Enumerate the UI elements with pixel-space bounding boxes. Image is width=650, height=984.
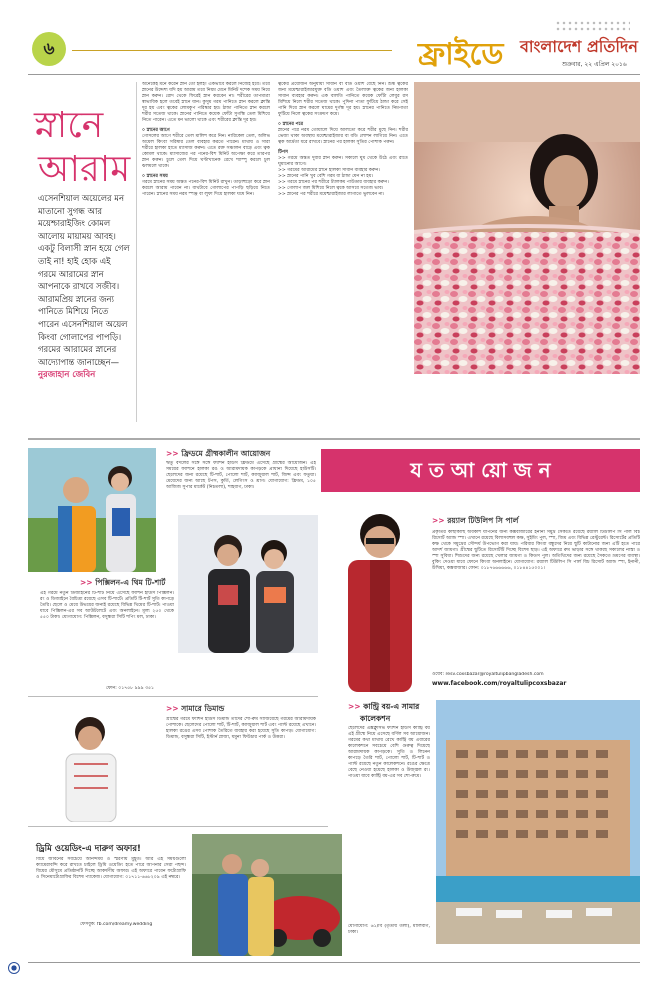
- spa-col1-heading-1: ০ স্নানের আগে: [142, 128, 170, 133]
- spa-title-line2: আরাম: [38, 149, 131, 190]
- spa-col1-heading-2: ০ স্নানের সময়: [142, 174, 168, 179]
- country-boy-title-text: কান্ট্রি বয়-এ সামার: [363, 702, 420, 711]
- section-divider: [28, 438, 640, 440]
- pixilon-body: এই গরমে নতুন ডিজাইনের টি-শার্ট নিয়ে এসেছে ফ্যাশন হাউস পিক্সিলন। রং ও ডিজাইনে বৈচিত্র্য রয়েছে এসব টি-শার্টে। প্রতিটি টি-শার্ট সুতি কাপড়ে তৈরি। ছেলে ও মেয়ে উভয়ের জন্যই রয়েছে বিভিন্ন থিমের টি-শার্ট। পাওয়া যাবে পিক্সিলন-এর সব আউটলেটে এবং অনলাইনে। মূল্য ২৫০ থেকে ৫৫০ টাকা। যোগাযোগ: পিক্সিলন, বসুন্ধরা সিটি শপিং মল, ঢাকা।: [40, 591, 174, 620]
- freedom-couple-photo: [28, 448, 156, 572]
- resort-illustration: [436, 700, 640, 944]
- spa-col1: [142, 82, 270, 422]
- demand-title-text: সামারে ডিমান্ড: [181, 704, 225, 713]
- wedding-couple-photo: [192, 834, 342, 956]
- resort-photo: [436, 700, 640, 944]
- pixilon-phone: ফোন: ০১৭৫৮ ৯৯৯ ৩৫১: [106, 686, 155, 691]
- freedom-couple-illustration: [28, 448, 156, 572]
- royal-tulip-body: প্রকৃতির কাছাকাছি অবকাশ যাপনের জন্য কক্সবাজারের ইনানী সমুদ্র সৈকতে রয়েছে রয়্যাল টিউলিপ সি পার্ল বিচ রিসোর্ট অ্যান্ড স্পা। এখানে রয়েছে বিলাসবহুল কক্ষ, সুইমিং পুল, স্পা, জিম এবং বিভিন্ন রেস্টুরেন্ট। রিসোর্টের প্রতিটি কক্ষ থেকে সমুদ্রের সৌন্দর্য উপভোগ করা যায়। পরিবার কিংবা বন্ধুদের নিয়ে ছুটি কাটানোর জন্য এটি হতে পারে আদর্শ জায়গা। গ্রীষ্মের ছুটিতে রিসোর্টটি দিচ্ছে বিশেষ ছাড়। এই অফারে রুম ভাড়ার সঙ্গে থাকছে সকালের নাস্তা ও স্পা সুবিধা। শিশুদের জন্য রয়েছে খেলার জায়গা ও কিডস পুল। অতিথিদের জন্য রয়েছে সৈকতে ভ্রমণের ব্যবস্থা। বুকিং দেওয়া যাবে ফোনে কিংবা অনলাইনে। যোগাযোগ: রয়্যাল টিউলিপ সি পার্ল বিচ রিসোর্ট অ্যান্ড স্পা, ইনানী, উখিয়া, কক্সবাজার। ফোন: ০১৮৭৬৬৬৬৬৬, ০১৮৪৪১৫০০১।: [432, 530, 640, 571]
- pixilon-couple-illustration: [178, 515, 318, 653]
- royal-tulip-title: [432, 516, 518, 528]
- page-number: ৬: [43, 39, 55, 59]
- section-name: ফ্রাইডে: [418, 37, 504, 72]
- spa-intro: [38, 192, 130, 422]
- page-bottom-rule: [28, 962, 640, 963]
- spa-col1-body-2: গোসলের আগে শরীরে তেল মালিশ করে নিন। নারিকেল তেল, অলিভ অয়েল কিংবা সরিষার তেল ব্যবহার করতে পারেন। মাথায় ও সারা শরীরে হালকা হাতে ম্যাসাজ করুন। এতে রক্ত সঞ্চালন বাড়ে এবং ত্বক কোমল থাকে। ম্যাসাজের পর পনের-বিশ মিনিট অপেক্ষা করে তারপর স্নান করুন। চুলে তেল দিয়ে ঘণ্টাখানেক রেখে শ্যাম্পু করলে চুল ঝলমলে থাকে।: [142, 134, 270, 169]
- spa-col2-heading-1: ০ স্নানের পরে: [278, 122, 304, 127]
- paper-name: বাংলাদেশ প্রতিদিন: [520, 37, 638, 56]
- wedding-couple-illustration: [192, 834, 342, 956]
- pixilon-title-text: পিক্সিলন-এ থিম টি-শার্ট: [95, 578, 166, 587]
- spa-intro-text: এসেনশিয়াল অয়েলের মন মাতানো সুগন্ধ আর ময়েশ্চারাইজিং কোমল আলোয় মায়াময় আবহ। একটু বিলাসী স্নান হয়ে গেল তাই না! হাই হোক এই গরমে আরামের স্নান আপনাকে রাখবে সজীব। আরামপ্রিয় স্নানের জন্য পানিতে মিশিয়ে নিতে পারেন এসেনশিয়াল অয়েল কিংবা গোলাপের পাপড়ি। গরমের আরামের স্নানের আদ্যোপান্ত জানাচ্ছেন—: [38, 193, 130, 367]
- dreamy-title: ড্রিমি ওয়েডিং-এ দারুণ অফার!: [36, 844, 141, 854]
- country-boy-model-photo: [326, 500, 432, 692]
- country-boy-model-illustration: [326, 500, 432, 692]
- royal-tulip-email: ওয়েব: resv.coxsbazar@royaltulipbangladesh.com: [432, 672, 544, 677]
- demand-title: [166, 704, 224, 716]
- events-banner-text: য ত আ য়ো জ ন: [410, 458, 551, 482]
- spa-col2-heading-2: টিপস: [278, 150, 288, 155]
- fashion-lower-rule: [28, 826, 328, 827]
- spa-col2: [278, 82, 408, 422]
- spa-title-line1: স্নানে: [34, 105, 104, 146]
- demand-model-illustration: [28, 702, 158, 822]
- country-boy-title: [348, 702, 432, 726]
- pixilon-title-arrow: >>: [80, 578, 96, 587]
- spa-col2-body: ত্বকের প্রয়োজন অনুযায়ী সাবান বা বডি ওয়াশ বেছে নিন। শুষ্ক ত্বকের জন্য ময়েশ্চারাইজারযুক্ত বডি ওয়াশ এবং তৈলাক্ত ত্বকের জন্য হালকা সাবান ব্যবহার করুন। এক বালতি পানিতে কয়েক ফোঁটা লেবুর রস মিশিয়ে নিলে শরীর সতেজ থাকে। পুদিনা পাতা ফুটিয়ে ঠান্ডা করে সেই পানি দিয়ে স্নান করলে ঘামের দুর্গন্ধ দূর হয়। স্নানের পানিতে নিমপাতা ফুটিয়ে নিলে ত্বকের সংক্রমণ কমে।: [278, 82, 408, 117]
- fashion-mid-rule: [28, 696, 318, 697]
- spa-col1-body: অনেকেই মনে করেন স্নান তো হলই! একভাবে করলে নিজেই হবে। তবে স্নানের উদ্দেশ্য যদি হয় আরাম তবে নিয়ম মেনে মিনিট দশেক সময় নিয়ে স্নান করুন। রোদ থেকে ফিরেই স্নান করবেন না। শরীরের তাপমাত্রা স্বাভাবিক হলে তবেই স্নানে যান। কুসুম গরম পানিতে স্নান করলে ক্লান্তি দূর হয় এবং ত্বকের লোমকূপ পরিষ্কার হয়। ঠান্ডা পানিতে স্নান করলে শরীর সতেজ থাকে। স্নানের পানিতে কয়েক ফোঁটা সুগন্ধি তেল মিশিয়ে নিতে পারেন। এতে মন ভালো থাকে এবং শরীরের ক্লান্তি দূর হয়।: [142, 82, 270, 123]
- country-boy-title-line1: [348, 702, 432, 714]
- spa-bath-photo: [414, 82, 640, 374]
- dreamy-contact[interactable]: ফেসবুক: fb.com/dreamy.wedding: [80, 922, 153, 927]
- royal-tulip-title-arrow: >>: [432, 516, 448, 525]
- country-boy-contact: যোগাযোগ: ৬১/বি (তৃতীয় তলা), মালিবাগ, ঢাকা।: [348, 924, 430, 935]
- royal-tulip-facebook[interactable]: www.facebook.com/royaltulipcoxsbazar: [432, 680, 567, 687]
- header-bottom-rule: [28, 74, 640, 75]
- royal-tulip-title-text: রয়্যাল টিউলিপ সি পার্ল: [447, 516, 519, 525]
- demand-title-arrow: >>: [166, 704, 182, 713]
- country-boy-title-line2: কালেকশন: [360, 714, 391, 723]
- spa-col1-body-3: গরমে স্নানের সময় অন্তত পনের-বিশ মিনিট রাখুন। তাড়াহুড়ো করে স্নান করলে আরাম পাবেন না। বাথটাবে গোলাপের পাপড়ি ছড়িয়ে নিতে পারেন। স্নানের সময় নরম স্পঞ্জ বা লুফা দিয়ে হালকা ঘষে নিন।: [142, 180, 270, 197]
- pixilon-title: [80, 578, 165, 590]
- freedom-title: [166, 449, 270, 461]
- registration-mark: [8, 962, 20, 974]
- demand-body: গ্রীষ্মের গরমে ফ্যাশন হাউস ডিমান্ড তাদের শো-রুম সাজিয়েছে গরমের আরামদায়ক পোশাকে। ছেলেদের পোলো শার্ট, টি-শার্ট, ক্যাজুয়াল শার্ট এবং প্যান্ট রয়েছে এখানে। হালকা রঙের এসব পোশাক তৈরিতে ব্যবহার করা হয়েছে সুতি কাপড়। যোগাযোগ: ডিমান্ড, বসুন্ধরা সিটি, ইস্টার্ন প্লাজা, যমুনা ফিউচার পার্ক ও উত্তরা।: [166, 717, 316, 740]
- dreamy-body: বিয়ে জীবনের সবচেয়ে আনন্দময় ও স্মরণীয় মুহূর্ত। আর এই সময়গুলো ক্যামেরাবন্দি করে রাখতে চাইলে ড্রিমি ওয়েডিং হতে পারে আপনার সেরা পছন্দ। বিয়ের মৌসুমে প্রতিষ্ঠানটি দিচ্ছে আকর্ষণীয় অফার। এই অফারে পাবেন ফটোগ্রাফি ও সিনেমাটোগ্রাফির বিশেষ প্যাকেজ। যোগাযোগ: ০১৭১১-৬৬৮২০৯ এই নম্বরে।: [36, 857, 186, 880]
- freedom-title-arrow: >>: [166, 449, 182, 458]
- spa-bath-illustration: [414, 82, 640, 374]
- header-rule: [72, 50, 392, 51]
- header-dots: [555, 20, 630, 32]
- spa-col2-body-3: >> গরমে অন্তত দুবার স্নান করুন। সকালে ঘুম থেকে উঠে এবং রাতে ঘুমানোর আগে। >> গরমের আরামের স্নানে হালকা সাবান ব্যবহার করুন। >> স্নানের পানি খুব বেশি গরম বা ঠান্ডা যেন না হয়। >> গরমে স্নানের পর শরীরে ট্যালকম পাউডার ব্যবহার করুন। >> গোলাপ জল মিশিয়ে নিলে ত্বকে আসবে সতেজ ভাব। >> স্নানের পর শরীরে ময়েশ্চারাইজার লাগাতে ভুলবেন না।: [278, 156, 408, 197]
- spa-author: নুরজাহান জেবিন: [38, 369, 96, 380]
- pixilon-couple-photo: [178, 515, 318, 653]
- spa-divider: [136, 82, 137, 422]
- freedom-title-text: ফ্রিডমে গ্রীষ্মকালীন আয়োজন: [181, 449, 271, 458]
- header-date: শুক্রবার, ২২ এপ্রিল ২০১৬: [562, 61, 627, 68]
- demand-model-photo: [28, 702, 158, 822]
- country-boy-title-arrow: >>: [348, 702, 364, 711]
- spa-col2-body-2: স্নানের পরে নরম তোয়ালে দিয়ে আলতো করে শরীর মুছে নিন। শরীর ভেজা থাকা অবস্থায় ময়েশ্চারাইজার বা বডি লোশন লাগিয়ে নিন। এতে ত্বক আর্দ্রতা ধরে রাখবে। স্নানের পর হালকা সুতির পোশাক পরুন।: [278, 128, 408, 145]
- country-boy-body: ছেলেদের এক্সক্লুসিভ ফ্যাশন হাউস কান্ট্রি বয় এই গ্রীষ্মে নিয়ে এসেছে বর্ণিল সব আয়োজন। গরমের কথা মাথায় রেখে কান্ট্রি বয় এবারের কালেকশনে সবচেয়ে বেশি গুরুত্ব দিয়েছে আরামদায়ক কাপড়কে। সুতি ও লিনেন কাপড়ে তৈরি শার্ট, পোলো শার্ট, টি-শার্ট ও প্যান্ট রয়েছে নতুন কালেকশনে। রঙের ক্ষেত্রে বেছে নেওয়া হয়েছে হালকা ও উজ্জ্বল রং। পাওয়া যাবে কান্ট্রি বয়-এর সব শো-রুমে।: [348, 726, 430, 779]
- freedom-body: ঋতু বদলের সঙ্গে সঙ্গে ফ্যাশন হাউস ফ্রিডমে এসেছে গ্রীষ্মের আয়োজন। এই সময়ের ফ্যাশনে হালকা রঙ ও আরামদায়ক কাপড়কে প্রাধান্য দিয়েছে হাউসটি। ছেলেদের জন্য রয়েছে টি-শার্ট, পোলো শার্ট, ক্যাজুয়াল শার্ট, জিন্স এবং ফতুয়া। মেয়েদের জন্য আছে টপস, কুর্তি, লেগিংস ও শ্রাগ। যোগাযোগ: ফ্রিডম, ১০৫ আজিজ সুপার মার্কেট (নিচতলা), শাহবাগ, ঢাকা।: [166, 461, 316, 490]
